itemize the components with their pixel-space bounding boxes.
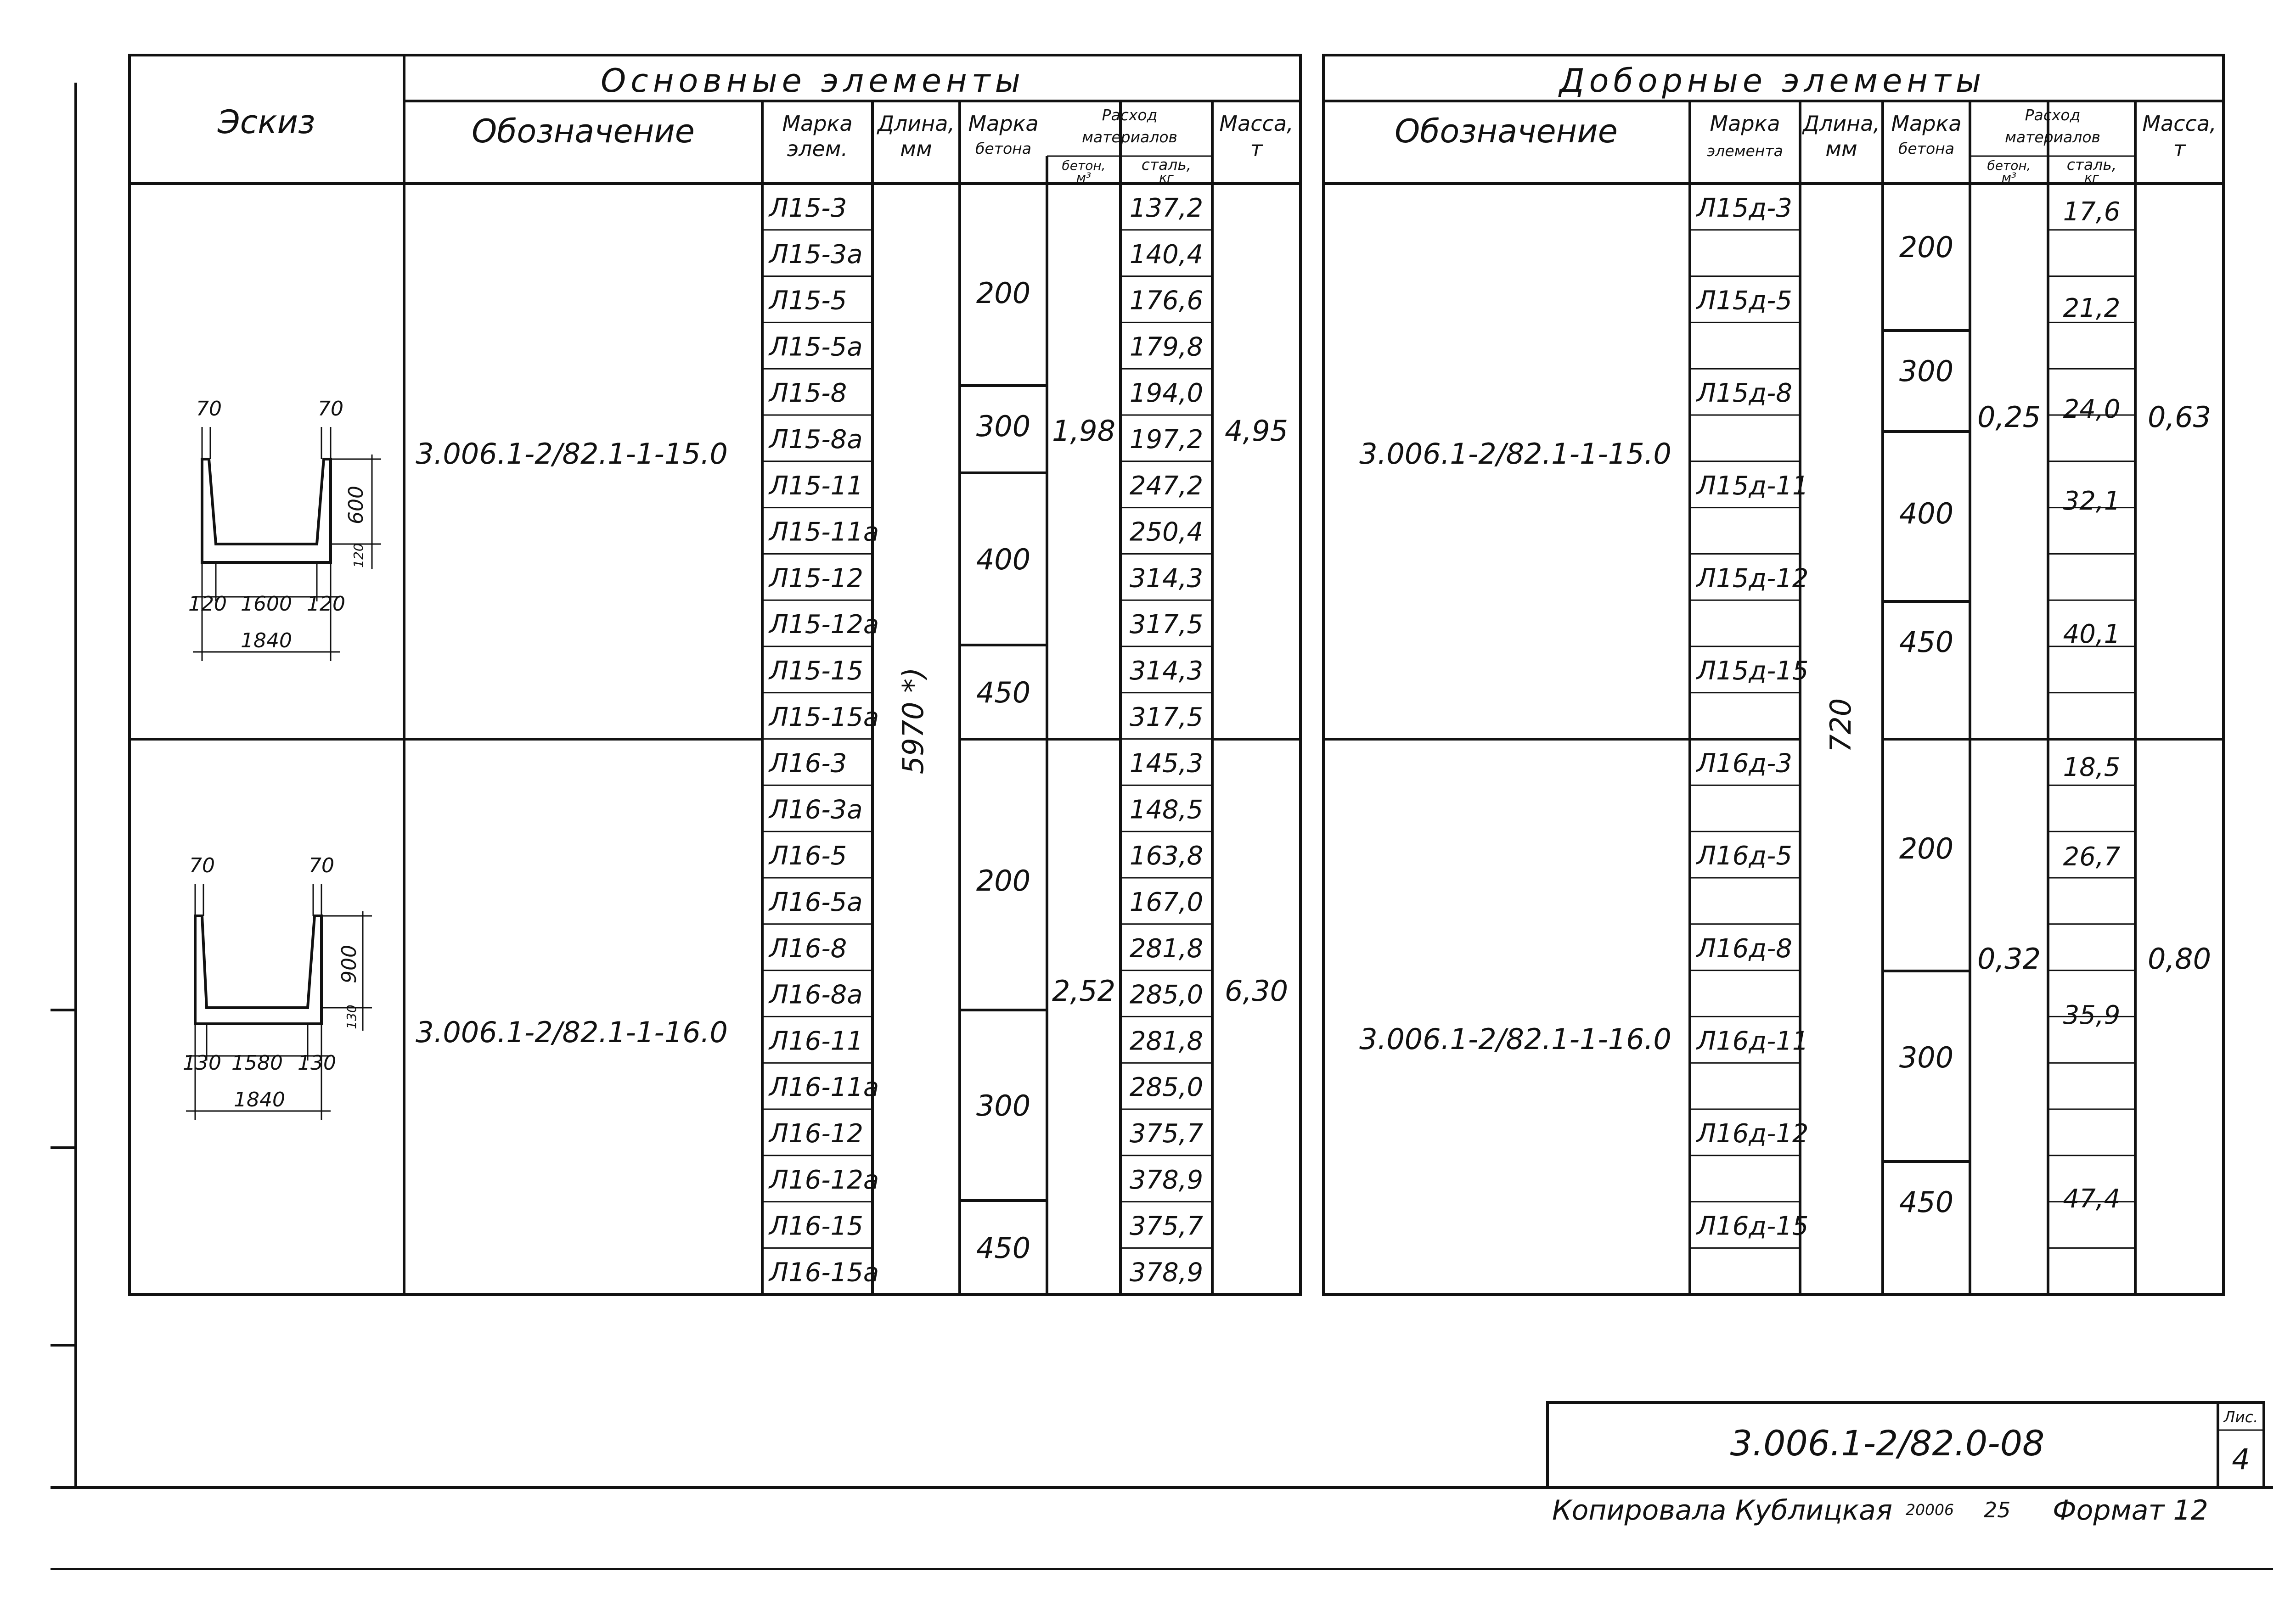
extra-mass-16: 0,80: [2147, 942, 2212, 976]
main-steel-cell: 163,8: [1129, 841, 1204, 871]
extra-mark-cell: Л15д-3: [1697, 193, 1792, 223]
sketch2-top-left: 70: [189, 854, 215, 877]
extra-steel-16-1: 26,7: [2063, 842, 2121, 872]
main-mark-cell: Л15-5: [769, 286, 847, 316]
header-extra-length-2: мм: [1825, 136, 1857, 161]
header-steel-2: кг: [1159, 170, 1174, 185]
header-length-2: мм: [900, 136, 932, 161]
main-mark-cell: Л16-12а: [769, 1165, 879, 1195]
title-block-code: 3.006.1-2/82.0-08: [1730, 1423, 2045, 1464]
main-steel-cell: 197,2: [1129, 425, 1204, 455]
main-steel-cell: 317,5: [1129, 702, 1204, 732]
main-mark-cell: Л15-12а: [769, 610, 879, 640]
extra-steel-15-0: 17,6: [2063, 197, 2121, 227]
extra-mark-cell: Л15д-5: [1697, 286, 1792, 316]
header-mark-2: элем.: [787, 136, 848, 161]
main-steel-cell: 194,0: [1129, 378, 1204, 409]
extra-mass-15: 0,63: [2147, 400, 2212, 434]
sketch1-height: 600: [344, 486, 368, 524]
main-mark-cell: Л15-15: [769, 656, 863, 686]
sketch2-bottom: 130: [344, 1005, 359, 1029]
header-extra-concrete-vol-1: бетон,: [1987, 158, 2031, 173]
main-grade-16-450: 450: [976, 1231, 1031, 1265]
extra-concrete-volume-16: 0,32: [1977, 942, 2041, 976]
main-steel-cell: 176,6: [1129, 286, 1204, 316]
extra-steel-16-3: 47,4: [2063, 1184, 2121, 1214]
header-concrete-1: Марка: [968, 111, 1039, 136]
extra-mark-cell: Л15д-12: [1697, 563, 1809, 594]
main-mark-cell: Л16-15: [769, 1211, 863, 1241]
title-block-sheet-number: 4: [2232, 1442, 2250, 1476]
header-extra-mark-1: Марка: [1710, 111, 1780, 136]
header-main-group: Основные элементы: [601, 62, 1025, 100]
extra-mark-cell: Л16д-15: [1697, 1211, 1809, 1241]
main-steel-cell: 317,5: [1129, 610, 1204, 640]
sketch1-inner: 1600: [241, 592, 292, 616]
main-mark-cell: Л16-3а: [769, 795, 863, 825]
header-consumption-2: материалов: [1082, 128, 1177, 146]
main-steel-cell: 281,8: [1129, 1026, 1204, 1056]
main-steel-cell: 375,7: [1129, 1211, 1204, 1241]
header-consumption-1: Расход: [1102, 106, 1158, 124]
main-steel-cell: 378,9: [1129, 1165, 1204, 1195]
extra-steel-15-4: 40,1: [2063, 619, 2121, 649]
sketch2-height: 900: [338, 945, 361, 983]
main-mark-cell: Л15-5а: [769, 332, 863, 362]
main-steel-cell: 137,2: [1129, 193, 1204, 223]
extra-mark-cell: Л15д-8: [1697, 378, 1792, 409]
header-steel-1: сталь,: [1141, 156, 1192, 174]
main-mark-cell: Л16-8: [769, 933, 847, 964]
footer-num1: 20006: [1906, 1501, 1954, 1519]
header-extra-steel-2: кг: [2084, 170, 2099, 185]
footer-copied: Копировала Кублицкая: [1552, 1494, 1893, 1526]
main-steel-cell: 314,3: [1129, 563, 1204, 594]
header-concrete-vol-1: бетон,: [1062, 158, 1106, 173]
main-mark-cell: Л15-3: [769, 193, 847, 223]
main-mark-cell: Л16-5а: [769, 887, 863, 917]
extra-steel-16-2: 35,9: [2063, 1000, 2121, 1030]
main-steel-cell: 281,8: [1129, 933, 1204, 964]
header-extra-concrete-2: бетона: [1898, 140, 1954, 157]
header-concrete-vol-2: м³: [1076, 170, 1092, 185]
header-extra-concrete-vol-2: м³: [2001, 170, 2017, 185]
extra-length: 720: [1824, 698, 1857, 753]
header-designation: Обозначение: [472, 112, 695, 150]
main-steel-cell: 247,2: [1129, 471, 1204, 501]
extra-mark-cell: Л16д-3: [1697, 748, 1792, 779]
main-steel-cell: 148,5: [1129, 795, 1204, 825]
header-designation-extra: Обозначение: [1395, 112, 1618, 150]
extra-steel-15-3: 32,1: [2063, 486, 2121, 516]
main-grade-15-450: 450: [976, 676, 1031, 709]
main-steel-cell: 167,0: [1129, 887, 1204, 917]
header-mark-1: Марка: [782, 111, 853, 136]
extra-grade-16-450: 450: [1899, 1185, 1954, 1219]
sketch2-top-right: 70: [309, 854, 334, 877]
extra-grade-15-400: 400: [1899, 497, 1954, 530]
main-mark-cell: Л15-3а: [769, 239, 863, 269]
sketch1-bottom: 120: [351, 543, 366, 568]
main-mark-cell: Л16-11а: [769, 1072, 879, 1103]
sketch2-total: 1840: [234, 1088, 285, 1111]
footer-format: Формат 12: [2053, 1494, 2208, 1526]
header-extra-mass-2: т: [2173, 136, 2186, 161]
sketch2-right: 130: [298, 1051, 336, 1075]
main-mark-cell: Л15-8: [769, 378, 847, 409]
title-block-sheet-label: Лис.: [2223, 1408, 2258, 1426]
main-mark-cell: Л15-11: [769, 471, 863, 501]
main-steel-cell: 314,3: [1129, 656, 1204, 686]
header-length-1: Длина,: [877, 111, 955, 136]
main-grade-15-300: 300: [976, 410, 1031, 443]
main-mark-cell: Л15-8а: [769, 425, 863, 455]
sketch2-left: 130: [183, 1051, 221, 1075]
sketch1-top-right: 70: [318, 397, 343, 421]
main-length: 5970 *): [896, 667, 930, 774]
extra-steel-15-1: 21,2: [2063, 293, 2121, 323]
main-concrete-volume-16: 2,52: [1052, 974, 1116, 1008]
extra-grade-16-300: 300: [1899, 1041, 1954, 1074]
main-grade-15-400: 400: [976, 543, 1031, 576]
main-designation-16: 3.006.1-2/82.1-1-16.0: [416, 1016, 728, 1049]
header-extra-concrete-1: Марка: [1891, 111, 1962, 136]
main-mark-cell: Л16-8а: [769, 980, 863, 1010]
extra-grade-15-450: 450: [1899, 625, 1954, 659]
extra-steel-15-2: 24,0: [2063, 394, 2121, 424]
header-sketch: Эскиз: [217, 103, 315, 141]
header-concrete-2: бетона: [975, 140, 1031, 157]
header-mass-2: т: [1250, 136, 1263, 161]
sketch1-right: 120: [307, 592, 345, 616]
extra-mark-cell: Л16д-11: [1697, 1026, 1809, 1056]
main-steel-cell: 378,9: [1129, 1257, 1204, 1288]
main-mark-cell: Л15-15а: [769, 702, 879, 732]
header-extra-mark-2: элемента: [1707, 142, 1783, 160]
extra-mark-cell: Л15д-15: [1697, 656, 1809, 686]
main-concrete-volume-15: 1,98: [1052, 414, 1116, 448]
header-extra-steel-1: сталь,: [2066, 156, 2117, 174]
extra-grade-16-200: 200: [1899, 832, 1954, 865]
main-mark-cell: Л15-11а: [769, 517, 879, 547]
main-steel-cell: 285,0: [1129, 1072, 1204, 1103]
main-mark-cell: Л16-12: [769, 1119, 863, 1149]
header-extra-consumption-1: Расход: [2025, 106, 2081, 124]
sketch1-left: 120: [188, 592, 227, 616]
main-grade-16-200: 200: [976, 864, 1031, 898]
extra-mark-cell: Л15д-11: [1697, 471, 1809, 501]
main-mark-cell: Л16-11: [769, 1026, 863, 1056]
main-designation-15: 3.006.1-2/82.1-1-15.0: [416, 437, 728, 471]
main-mark-cell: Л16-5: [769, 841, 847, 871]
main-mark-cell: Л16-15а: [769, 1257, 879, 1288]
main-mass-15: 4,95: [1224, 414, 1289, 448]
extra-mark-cell: Л16д-12: [1697, 1119, 1809, 1149]
sketch2-inner: 1580: [231, 1051, 283, 1075]
main-grade-15-200: 200: [976, 276, 1031, 310]
header-mass-1: Масса,: [1219, 111, 1294, 136]
footer-num2: 25: [1984, 1498, 2011, 1522]
main-steel-cell: 145,3: [1129, 748, 1204, 779]
main-mass-16: 6,30: [1224, 974, 1289, 1008]
extra-mark-cell: Л16д-8: [1697, 933, 1792, 964]
main-steel-cell: 140,4: [1129, 239, 1204, 269]
header-extra-length-1: Длина,: [1802, 111, 1880, 136]
extra-designation-15: 3.006.1-2/82.1-1-15.0: [1359, 437, 1671, 471]
header-extra-mass-1: Масса,: [2142, 111, 2217, 136]
extra-designation-16: 3.006.1-2/82.1-1-16.0: [1359, 1022, 1671, 1056]
extra-concrete-volume-15: 0,25: [1977, 400, 2041, 434]
main-steel-cell: 285,0: [1129, 980, 1204, 1010]
main-grade-16-300: 300: [976, 1089, 1031, 1122]
extra-mark-cell: Л16д-5: [1697, 841, 1792, 871]
header-extra-group: Доборные элементы: [1559, 62, 1986, 100]
extra-grade-15-300: 300: [1899, 354, 1954, 388]
header-extra-consumption-2: материалов: [2005, 128, 2100, 146]
sketch1-top-left: 70: [196, 397, 222, 421]
sketch1-total: 1840: [241, 629, 292, 652]
extra-grade-15-200: 200: [1899, 230, 1954, 264]
main-steel-cell: 375,7: [1129, 1119, 1204, 1149]
extra-steel-16-0: 18,5: [2063, 752, 2121, 782]
main-mark-cell: Л15-12: [769, 563, 863, 594]
main-steel-cell: 179,8: [1129, 332, 1204, 362]
main-mark-cell: Л16-3: [769, 748, 847, 779]
main-steel-cell: 250,4: [1129, 517, 1204, 547]
